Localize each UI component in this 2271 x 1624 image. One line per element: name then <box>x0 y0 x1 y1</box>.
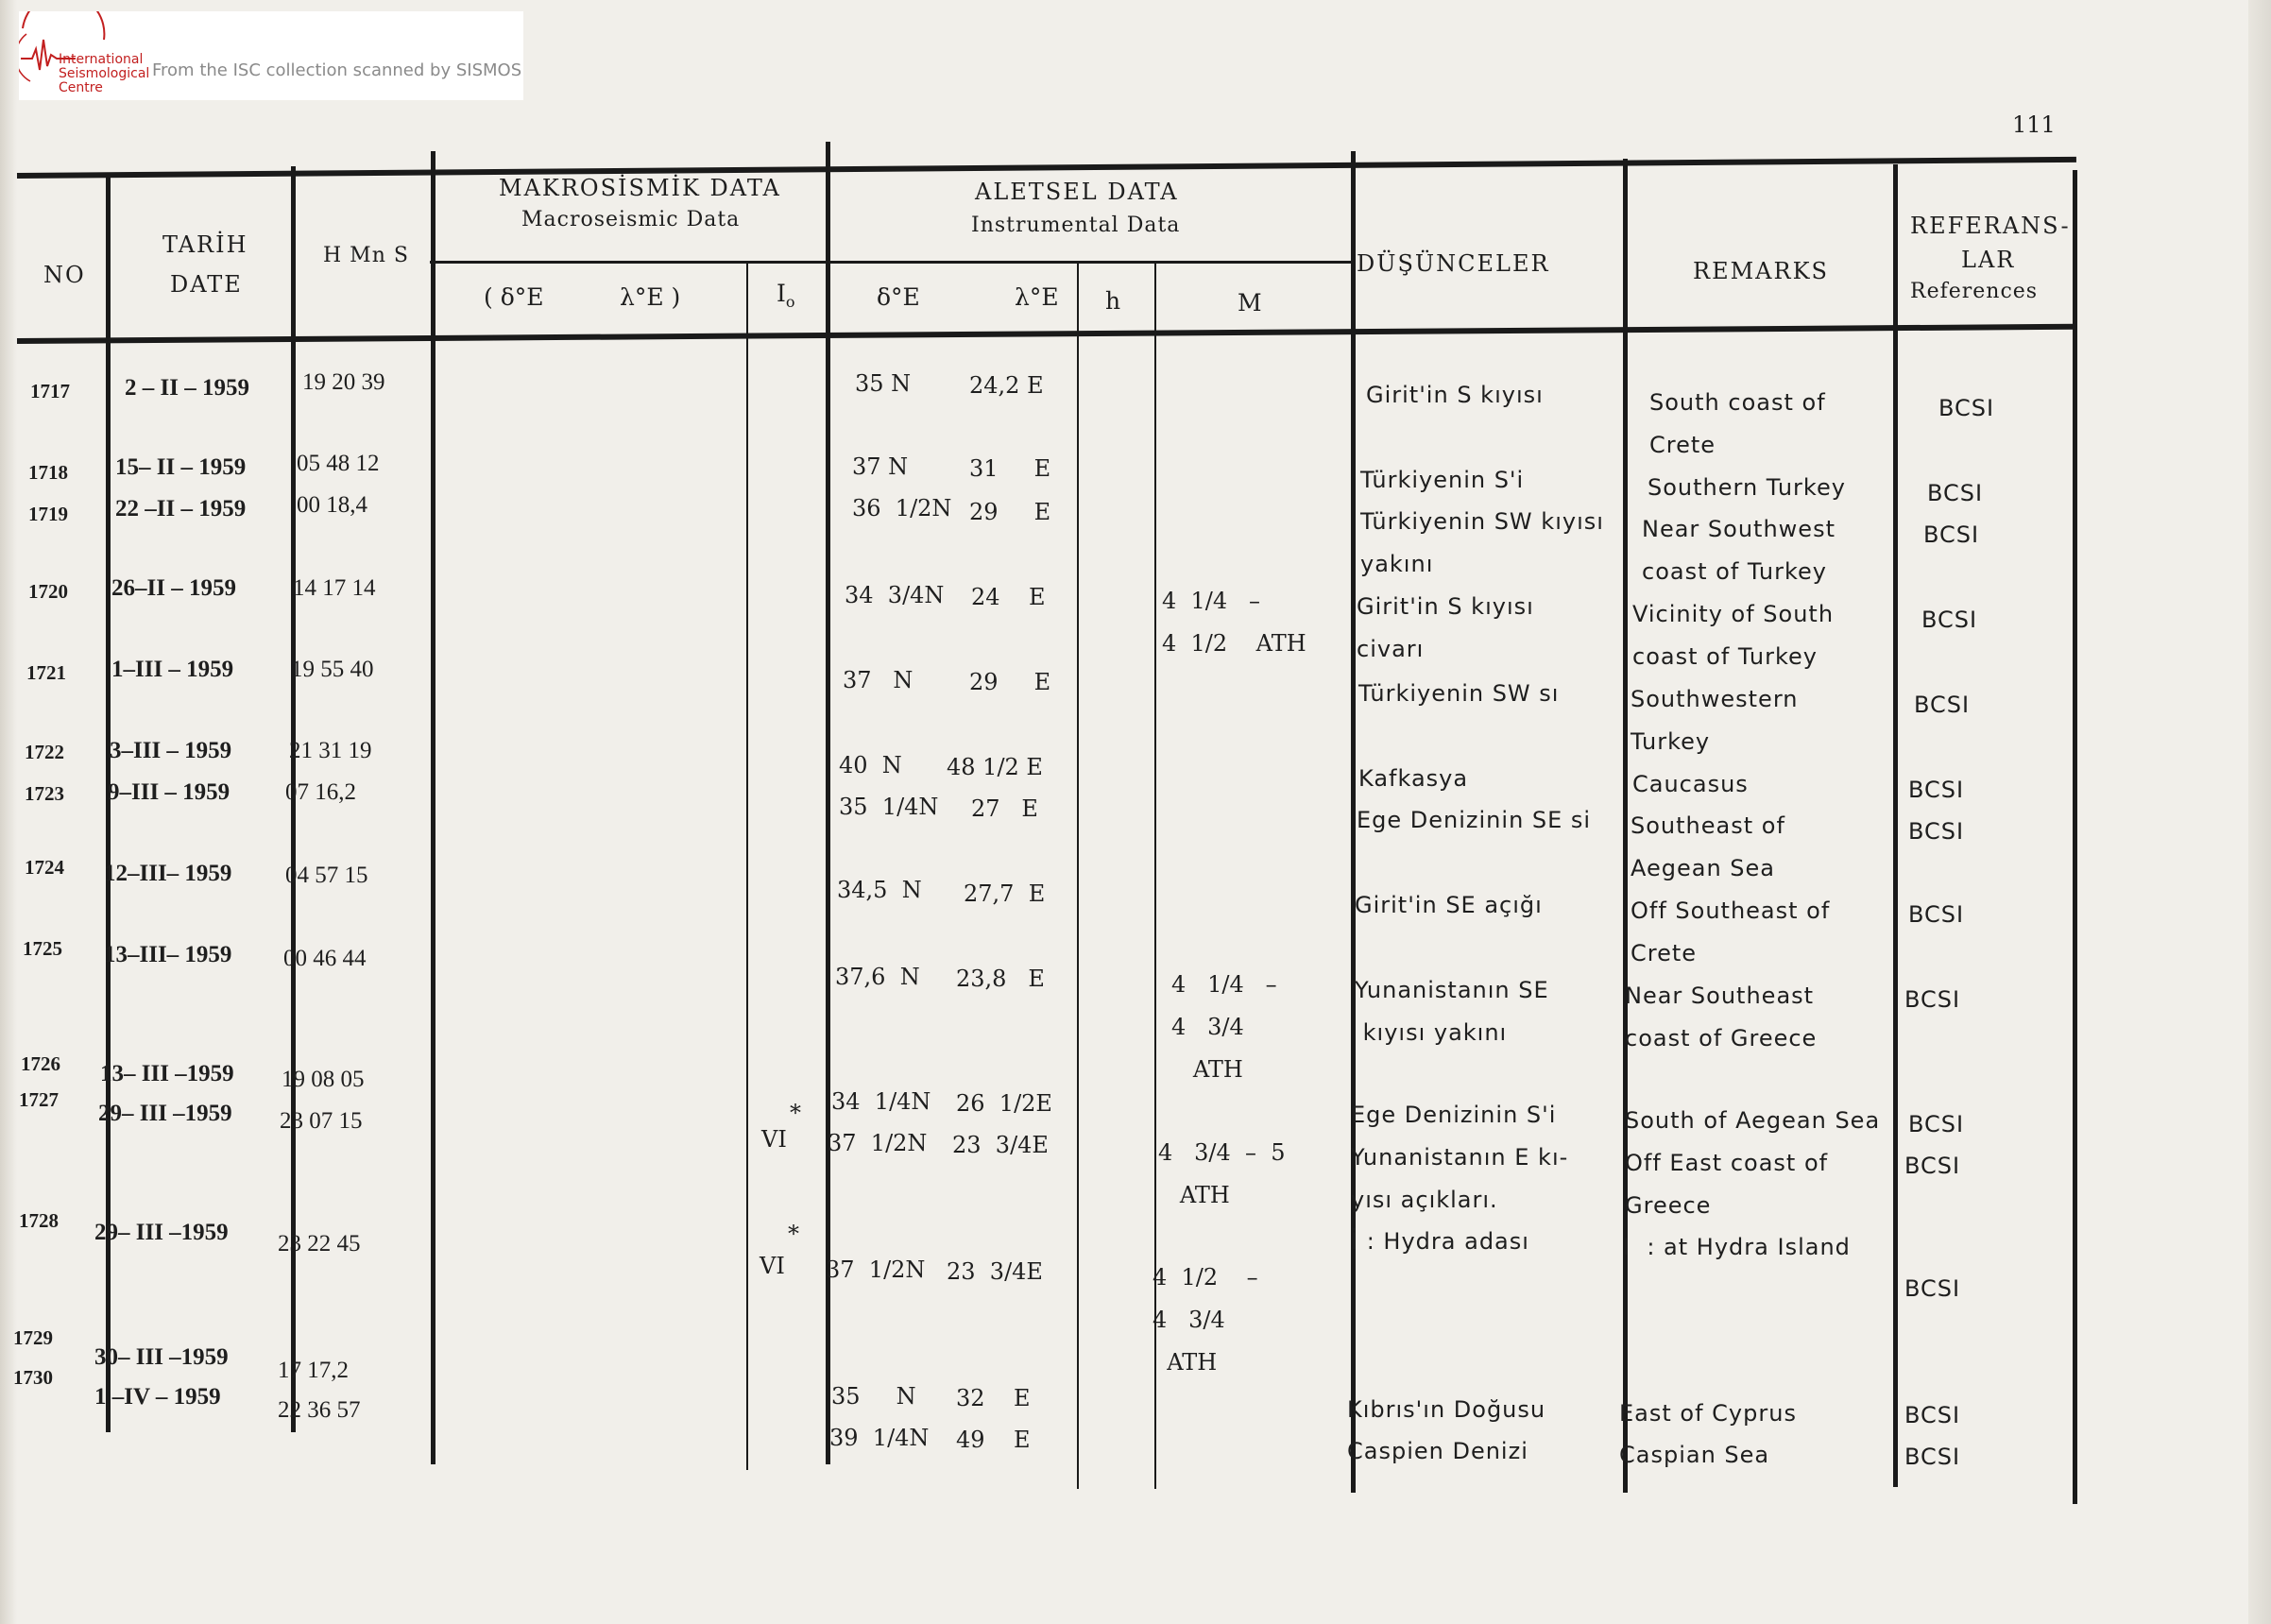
row-1730-remark-tr: Caspien Denizi <box>1347 1438 1528 1464</box>
row-1717-remark-tr: Girit'in S kıyısı <box>1366 382 1544 408</box>
row-1718-remark-en: Southern Turkey <box>1648 474 1846 501</box>
row-1719-remark-en: Near Southwest coast of Turkey <box>1642 516 1836 585</box>
row-1725-time: 00 46 44 <box>283 946 367 971</box>
isc-banner <box>19 11 523 100</box>
row-1722-remark-en: Caucasus <box>1632 771 1749 797</box>
header-macro-tr: MAKROSİSMİK DATA <box>499 175 781 201</box>
row-1721-lat: 37 N <box>843 667 914 693</box>
header-bottom-rule <box>17 324 2076 344</box>
row-1728-remark-en: I : at Hydra Island <box>1623 1234 1851 1260</box>
row-1724-date: 12–III– 1959 <box>104 861 232 886</box>
logo-line-1: International <box>59 52 144 67</box>
row-1727-lat-2: 37 1/2N <box>828 1130 928 1156</box>
row-1727-lon-2: 23 3/4E <box>952 1132 1049 1158</box>
row-1728-lat: 37 1/2N <box>826 1256 926 1283</box>
col-rule-lon <box>1077 261 1079 1489</box>
row-1718-no: 1718 <box>28 461 68 484</box>
header-depth: h <box>1105 287 1121 315</box>
row-1720-ref: BCSI <box>1921 607 1978 633</box>
row-1730-no: 1730 <box>13 1366 53 1389</box>
col-rule-remarks-tr <box>1623 159 1628 1493</box>
row-1725-no: 1725 <box>23 937 62 960</box>
row-1728-remark-tr: İ : Hydra adası <box>1351 1228 1529 1255</box>
row-1720-no: 1720 <box>28 580 68 603</box>
header-ref-tr-1: REFERANS- <box>1910 213 2071 239</box>
row-1724-time: 04 57 15 <box>285 863 368 888</box>
header-instr-en: Instrumental Data <box>971 214 1181 237</box>
row-1720-lon: 24 E <box>971 584 1046 610</box>
header-io-subscript: o <box>785 293 795 311</box>
col-rule-time <box>431 151 435 1464</box>
row-1729-lat: 35 N <box>831 1383 916 1410</box>
header-magnitude: M <box>1238 289 1262 316</box>
header-no: NO <box>43 262 86 288</box>
row-1730-date: 1 –IV – 1959 <box>94 1384 221 1410</box>
row-1719-remark-tr: Türkiyenin SW kıyısı yakını <box>1360 508 1604 577</box>
row-1718-remark-tr: Türkiyenin S'i <box>1360 467 1525 493</box>
row-1721-ref: BCSI <box>1914 692 1971 718</box>
row-1719-date: 22 –II – 1959 <box>115 496 247 521</box>
row-1729-date: 30– III –1959 <box>94 1344 229 1370</box>
row-1719-ref: BCSI <box>1923 521 1980 548</box>
row-1730-lat: 39 1/4N <box>829 1425 930 1451</box>
header-ref-tr-2: LAR <box>1961 247 2016 273</box>
row-1725-remark-tr: Yunanistanın SE kıyısı yakını <box>1355 977 1549 1046</box>
row-1717-lat: 35 N <box>855 370 912 397</box>
row-1722-lon: 48 1/2 E <box>947 754 1043 780</box>
logo-line-2: Seismological <box>59 66 150 81</box>
row-1718-lon: 31 E <box>969 455 1051 482</box>
row-1723-time: 07 16,2 <box>285 779 356 805</box>
row-1727-intensity-star: * <box>790 1100 801 1126</box>
header-mid-rule <box>430 261 1351 264</box>
page-number: 111 <box>2012 111 2056 138</box>
row-1727-lon: 26 1/2E <box>956 1090 1052 1117</box>
header-instr-lon: λ°E <box>1015 283 1059 311</box>
row-1720-time: 14 17 14 <box>293 575 376 601</box>
row-1717-lon: 24,2 E <box>969 372 1044 399</box>
col-rule-instr <box>1351 151 1356 1493</box>
row-1723-no: 1723 <box>25 782 64 805</box>
row-1727-no: 1727 <box>19 1088 59 1111</box>
header-macro-en: Macroseismic Data <box>521 208 741 231</box>
row-1727-remark-en: South of Aegean Sea Off East coast of Greece <box>1625 1107 1881 1219</box>
row-1717-time: 19 20 39 <box>302 369 385 395</box>
row-1727-ref: BCSI <box>1908 1111 1965 1137</box>
row-1730-ref: BCSI <box>1904 1444 1961 1470</box>
row-1718-date: 15– II – 1959 <box>115 454 247 480</box>
row-1727-time: 23 07 15 <box>280 1108 363 1134</box>
row-1725-date: 13–III– 1959 <box>104 942 232 967</box>
row-1723-remark-en: Southeast of Aegean Sea <box>1631 812 1785 881</box>
row-1724-lat: 34,5 N <box>837 877 922 903</box>
row-1721-time: 19 55 40 <box>291 657 374 682</box>
row-1717-no: 1717 <box>30 380 70 402</box>
row-1728-intensity-star: * <box>788 1221 799 1247</box>
row-1727-lat: 34 1/4N <box>831 1088 931 1115</box>
row-1722-no: 1722 <box>25 741 64 763</box>
row-1730-lon: 49 E <box>956 1427 1031 1453</box>
header-instr-tr: ALETSEL DATA <box>975 179 1179 205</box>
row-1724-lon: 27,7 E <box>964 880 1046 907</box>
row-1726-date: 13– III –1959 <box>100 1061 234 1086</box>
row-1722-remark-tr: Kafkasya <box>1358 765 1469 792</box>
header-instr-lat: δ°E <box>877 283 920 311</box>
header-io <box>777 280 795 311</box>
row-1721-remark-en: Southwestern Turkey <box>1631 686 1799 755</box>
page-fold-shadow <box>2248 0 2271 1624</box>
header-macro-lon: λ°E ) <box>620 283 681 311</box>
row-1727-magnitude: 4 3/4 – 5 ATH <box>1158 1139 1286 1208</box>
row-1724-no: 1724 <box>25 856 64 879</box>
col-rule-right <box>2073 170 2077 1504</box>
row-1722-ref: BCSI <box>1908 777 1965 803</box>
row-1721-remark-tr: Türkiyenin SW sı <box>1358 680 1560 707</box>
row-1728-no: 1728 <box>19 1209 59 1232</box>
logo-line-3: Centre <box>59 80 103 95</box>
table-top-rule <box>17 157 2076 179</box>
row-1729-time: 17 17,2 <box>278 1358 349 1383</box>
header-date-en: DATE <box>170 271 243 298</box>
row-1718-time: 05 48 12 <box>297 451 380 476</box>
row-1728-intensity: VI <box>760 1253 785 1279</box>
header-remarks-en: REMARKS <box>1693 258 1829 284</box>
header-ref-en: References <box>1910 280 2039 303</box>
row-1730-time: 22 36 57 <box>278 1397 361 1423</box>
row-1720-date: 26–II – 1959 <box>111 575 236 601</box>
header-io-label: I <box>777 280 786 307</box>
col-rule-remarks-en <box>1893 164 1898 1487</box>
row-1725-lon: 23,8 E <box>956 966 1045 992</box>
row-1728-magnitude: 4 1/2 – 4 3/4 ATH <box>1153 1264 1258 1376</box>
row-1717-remark-en: South coast of Crete <box>1649 389 1826 458</box>
header-time: H Mn S <box>323 244 409 267</box>
row-1723-date: 9–III – 1959 <box>108 779 231 805</box>
row-1728-date: 29– III –1959 <box>94 1220 229 1245</box>
row-1725-magnitude: 4 1/4 – 4 3/4 ATH <box>1171 971 1277 1083</box>
row-1720-magnitude: 4 1/4 – 4 1/2 ATH <box>1162 588 1306 657</box>
row-1723-lat: 35 1/4N <box>839 794 939 820</box>
row-1725-ref: BCSI <box>1904 986 1961 1013</box>
row-1727-remark-tr: Ege Denizinin S'i Yunanistanın E kı- yısı açıkları. <box>1351 1102 1569 1213</box>
row-1721-no: 1721 <box>26 661 66 684</box>
header-remarks-tr: DÜŞÜNCELER <box>1357 250 1550 277</box>
row-1727-ref-2: BCSI <box>1904 1153 1961 1179</box>
row-1720-remark-en: Vicinity of South coast of Turkey <box>1632 601 1835 670</box>
row-1730-remark-en: Caspian Sea <box>1619 1442 1770 1468</box>
row-1726-no: 1726 <box>21 1052 60 1075</box>
row-1717-date: 2 – II – 1959 <box>125 375 249 401</box>
col-rule-io <box>746 261 748 1470</box>
row-1723-lon: 27 E <box>971 795 1038 822</box>
row-1729-no: 1729 <box>13 1326 53 1349</box>
row-1724-ref: BCSI <box>1908 901 1965 928</box>
row-1723-remark-tr: Ege Denizinin SE si <box>1357 807 1592 833</box>
row-1729-remark-tr: Kıbrıs'ın Doğusu <box>1347 1396 1546 1423</box>
row-1720-remark-tr: Girit'in S kıyısı civarı <box>1357 593 1534 662</box>
row-1720-lat: 34 3/4N <box>845 582 945 608</box>
row-1729-remark-en: East of Cyprus <box>1619 1400 1797 1427</box>
row-1727-intensity: VI <box>761 1126 787 1153</box>
row-1726-time: 19 08 05 <box>282 1067 365 1092</box>
row-1721-lon: 29 E <box>969 669 1051 695</box>
row-1722-time: 21 31 19 <box>289 738 372 763</box>
row-1719-no: 1719 <box>28 503 68 525</box>
header-date-tr: TARİH <box>162 231 248 258</box>
row-1719-time: 00 18,4 <box>297 492 367 518</box>
row-1718-lat: 37 N <box>852 453 909 480</box>
row-1724-remark-en: Off Southeast of Crete <box>1631 897 1831 966</box>
row-1718-ref: BCSI <box>1927 480 1984 506</box>
row-1719-lat: 36 1/2N <box>852 495 952 521</box>
row-1728-ref: BCSI <box>1904 1275 1961 1302</box>
row-1728-lon: 23 3/4E <box>947 1258 1043 1285</box>
row-1719-lon: 29 E <box>969 499 1051 525</box>
row-1723-ref: BCSI <box>1908 818 1965 845</box>
row-1727-date: 29– III –1959 <box>98 1101 232 1126</box>
row-1717-ref: BCSI <box>1938 395 1995 421</box>
row-1721-date: 1–III – 1959 <box>111 657 234 682</box>
row-1728-time: 23 22 45 <box>278 1231 361 1256</box>
header-macro-lat: ( δ°E <box>484 283 544 311</box>
row-1725-lat: 37,6 N <box>835 964 920 990</box>
row-1722-lat: 40 N <box>839 752 902 778</box>
row-1722-date: 3–III – 1959 <box>110 738 232 763</box>
scan-credit: From the ISC collection scanned by SISMOS <box>152 60 522 80</box>
row-1724-remark-tr: Girit'in SE açığı <box>1355 892 1543 918</box>
row-1729-ref: BCSI <box>1904 1402 1961 1428</box>
row-1725-remark-en: Near Southeast coast of Greece <box>1625 983 1818 1051</box>
row-1729-lon: 32 E <box>956 1385 1031 1411</box>
